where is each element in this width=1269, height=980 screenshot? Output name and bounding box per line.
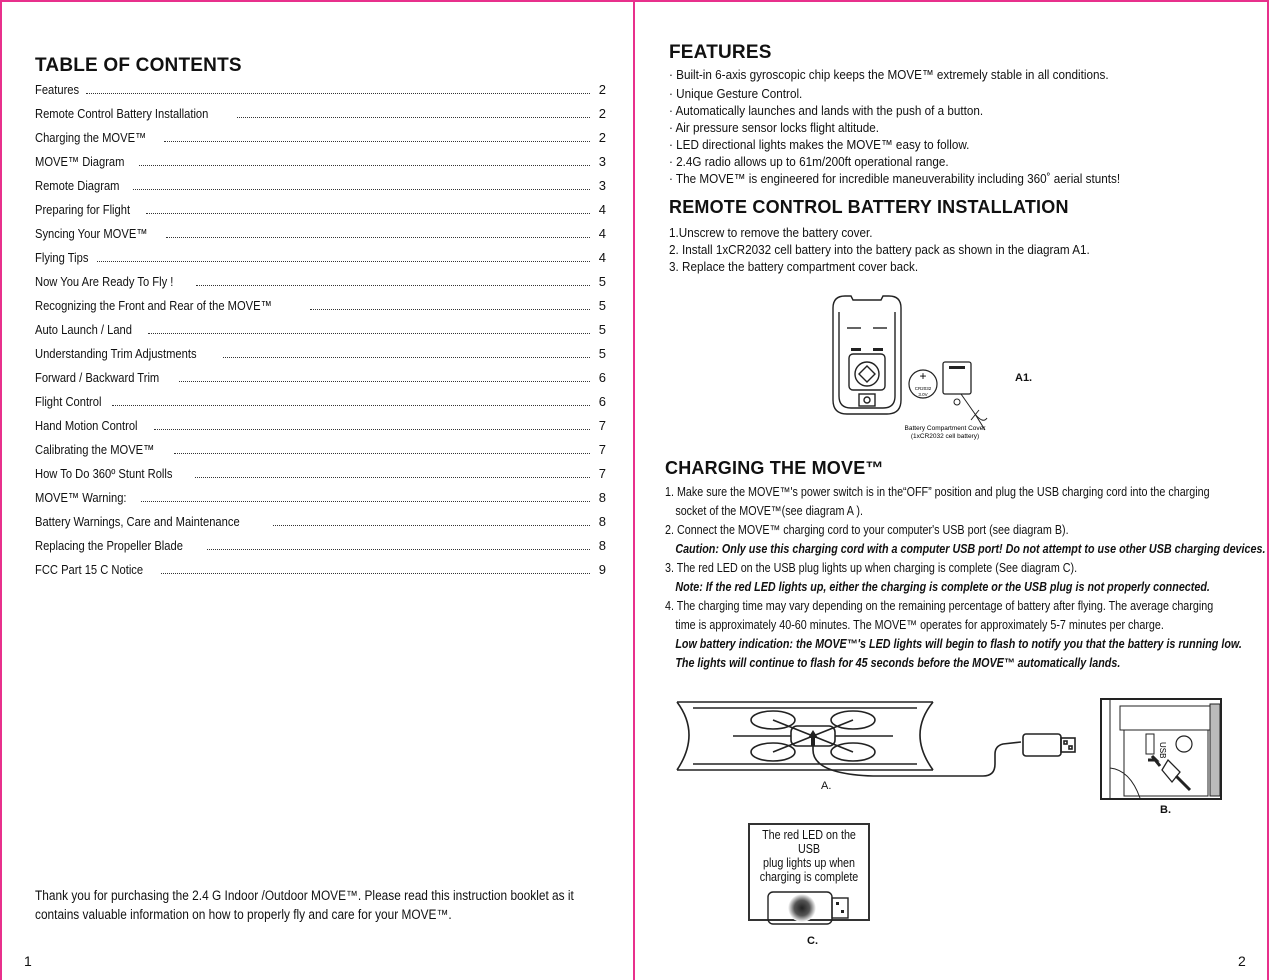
toc-entry [35,418,606,442]
toc-entry-page: 8 [598,538,606,553]
diagram-c-box [748,823,870,921]
toc-entry-page: 8 [598,514,606,529]
toc-leader-dots [223,357,590,358]
charging-step-line: 2. Connect the MOVE™ charging cord to your computer's USB port (see diagram B). [665,523,1069,537]
toc-leader-dots [97,261,590,262]
toc-entry-title: Remote Diagram [35,178,120,193]
toc-leader-dots [237,117,590,118]
feature-item: · Air pressure sensor locks flight altitude. [669,120,880,135]
feature-item: · Automatically launches and lands with the push of a button. [669,103,984,118]
diagram-c-caption-line: charging is complete [759,870,859,884]
toc-heading: TABLE OF CONTENTS [35,55,242,76]
toc-entry [35,202,606,226]
diagram-c-caption-line: plug lights up when [762,856,856,870]
charging-step-line: socket of the MOVE™(see diagram A ). [675,504,863,518]
toc-entry-page: 5 [598,274,606,289]
toc-entry [35,538,606,562]
charging-step-line: 4. The charging time may vary depending on the remaining percentage of battery after flying. The average charging [665,599,1214,613]
rc-step: 3. Replace the battery compartment cover back. [669,259,919,274]
battery-label-bottom: 3.0V [918,392,928,397]
battery-plus: + [919,369,927,383]
feature-item: · LED directional lights makes the MOVE™ easy to follow. [669,137,970,152]
feature-item: · The MOVE™ is engineered for incredible maneuverability including 360˚ aerial stunts! [669,171,1121,186]
toc-entry-title: Recognizing the Front and Rear of the MOVE™ [35,298,272,313]
toc-entry [35,82,606,106]
toc-leader-dots [141,501,590,502]
charging-step-line: 1. Make sure the MOVE™'s power switch is in the“OFF” position and plug the USB charging cord into the charging [665,485,1210,499]
table-of-contents [35,82,606,586]
toc-entry-title: Flying Tips [35,250,89,265]
toc-entry [35,154,606,178]
toc-entry-title: Calibrating the MOVE™ [35,442,155,457]
charging-instructions [665,483,1269,673]
toc-entry-title: How To Do 360º Stunt Rolls [35,466,173,481]
toc-entry-title: Features [35,82,80,97]
features-list [669,66,1170,187]
toc-entry-page: 5 [598,322,606,337]
toc-entry-title: Syncing Your MOVE™ [35,226,148,241]
toc-entry [35,178,606,202]
charging-step-line: time is approximately 40-60 minutes. The MOVE™ operates for approximately 5-7 minutes per charge. [675,618,1164,632]
intro-line-1: Thank you for purchasing the 2.4 G Indoor /Outdoor MOVE™. Please read this instruction booklet as it [35,888,574,903]
diagram-c-caption [758,828,859,884]
toc-entry-page: 6 [598,370,606,385]
toc-entry [35,442,606,466]
toc-entry-title: FCC Part 15 C Notice [35,562,144,577]
toc-leader-dots [112,405,590,406]
toc-entry-page: 7 [598,466,606,481]
diagram-a1-remote-battery [825,290,1055,442]
toc-leader-dots [273,525,590,526]
toc-entry-page: 9 [598,562,606,577]
toc-entry-title: Preparing for Flight [35,202,131,217]
toc-entry [35,130,606,154]
rc-battery-steps [669,224,1137,275]
cover-caption-1: Battery Compartment Cover [904,425,986,432]
rc-battery-heading: REMOTE CONTROL BATTERY INSTALLATION [669,197,1069,217]
charging-heading: CHARGING THE MOVE™ [665,458,884,478]
feature-item: · Built-in 6-axis gyroscopic chip keeps the MOVE™ extremely stable in all conditions. [669,67,1109,82]
charging-step-line: 3. The red LED on the USB plug lights up when charging is complete (See diagram C). [665,561,1078,575]
toc-entry-page: 4 [598,226,606,241]
toc-entry-page: 3 [598,178,606,193]
toc-entry-page: 7 [598,418,606,433]
toc-leader-dots [164,141,590,142]
intro-line-2: contains valuable information on how to properly fly and care for your MOVE™. [35,907,452,922]
toc-entry [35,514,606,538]
toc-entry-page: 5 [598,346,606,361]
feature-item: · Unique Gesture Control. [669,86,803,101]
toc-entry-page: 5 [598,298,606,313]
toc-leader-dots [133,189,590,190]
toc-entry-page: 2 [598,82,606,97]
charging-warning-line: Low battery indication: the MOVE™'s LED lights will begin to flash to notify you that the battery is running low. [675,637,1242,651]
toc-entry [35,250,606,274]
toc-entry-title: Charging the MOVE™ [35,130,147,145]
toc-leader-dots [154,429,590,430]
toc-leader-dots [207,549,590,550]
features-heading: FEATURES [669,42,772,63]
toc-leader-dots [174,453,590,454]
diagram-a1-label: A1. [1015,372,1033,384]
toc-entry [35,106,606,130]
diagram-a-label: A. [821,780,832,792]
intro-text [35,886,607,924]
toc-entry [35,466,606,490]
diagram-b-label: B. [1160,804,1171,816]
rc-step: 1.Unscrew to remove the battery cover. [669,225,873,240]
usb-port-text: USB [1158,742,1167,759]
toc-entry-title: Now You Are Ready To Fly ! [35,274,174,289]
toc-leader-dots [310,309,590,310]
toc-entry-page: 7 [598,442,606,457]
cover-caption-2: (1xCR2032 cell battery) [910,433,980,440]
toc-entry-title: Battery Warnings, Care and Maintenance [35,514,240,529]
toc-leader-dots [139,165,590,166]
diagram-c-label: C. [807,935,818,947]
battery-label-top: CR2032 [914,386,932,391]
diagram-c-caption-line: The red LED on the USB [762,828,856,856]
feature-item: · 2.4G radio allows up to 61m/200ft operational range. [669,154,949,169]
toc-entry [35,346,606,370]
diagram-a-drone-charging [673,694,1093,794]
toc-entry-page: 6 [598,394,606,409]
toc-leader-dots [195,477,590,478]
left-page [2,0,633,980]
toc-entry-title: Understanding Trim Adjustments [35,346,197,361]
page-number-right: 2 [1238,953,1246,969]
toc-entry-page: 4 [598,250,606,265]
toc-leader-dots [166,237,590,238]
toc-entry-page: 3 [598,154,606,169]
toc-leader-dots [196,285,590,286]
toc-entry-page: 8 [598,490,606,505]
toc-entry-page: 2 [598,130,606,145]
toc-leader-dots [179,381,590,382]
toc-entry [35,370,606,394]
toc-leader-dots [86,93,590,94]
toc-entry [35,322,606,346]
toc-entry-page: 4 [598,202,606,217]
toc-entry-title: Flight Control [35,394,102,409]
toc-entry [35,490,606,514]
toc-entry-page: 2 [598,106,606,121]
rc-step: 2. Install 1xCR2032 cell battery into the battery pack as shown in the diagram A1. [669,242,1090,257]
charging-warning-line: Note: If the red LED lights up, either the charging is complete or the USB plug is not properly connected. [675,580,1210,594]
toc-leader-dots [146,213,590,214]
toc-entry-title: MOVE™ Diagram [35,154,125,169]
toc-entry-title: Forward / Backward Trim [35,370,160,385]
charging-warning-line: Caution: Only use this charging cord with a computer USB port! Do not attempt to use other USB charging devices. [675,542,1266,556]
diagram-b-usb-port [1100,698,1222,800]
right-page [635,0,1267,980]
toc-entry [35,298,606,322]
toc-entry-title: Auto Launch / Land [35,322,132,337]
toc-entry [35,274,606,298]
toc-entry [35,562,606,586]
toc-leader-dots [148,333,590,334]
toc-entry [35,226,606,250]
toc-entry-title: Replacing the Propeller Blade [35,538,183,553]
page-number-left: 1 [24,953,32,969]
usb-plug-led-icon [750,886,868,932]
toc-leader-dots [161,573,590,574]
toc-entry-title: Hand Motion Control [35,418,138,433]
toc-entry-title: Remote Control Battery Installation [35,106,209,121]
toc-entry-title: MOVE™ Warning: [35,490,127,505]
charging-warning-line: The lights will continue to flash for 45 seconds before the MOVE™ automatically lands. [675,656,1121,670]
toc-entry [35,394,606,418]
